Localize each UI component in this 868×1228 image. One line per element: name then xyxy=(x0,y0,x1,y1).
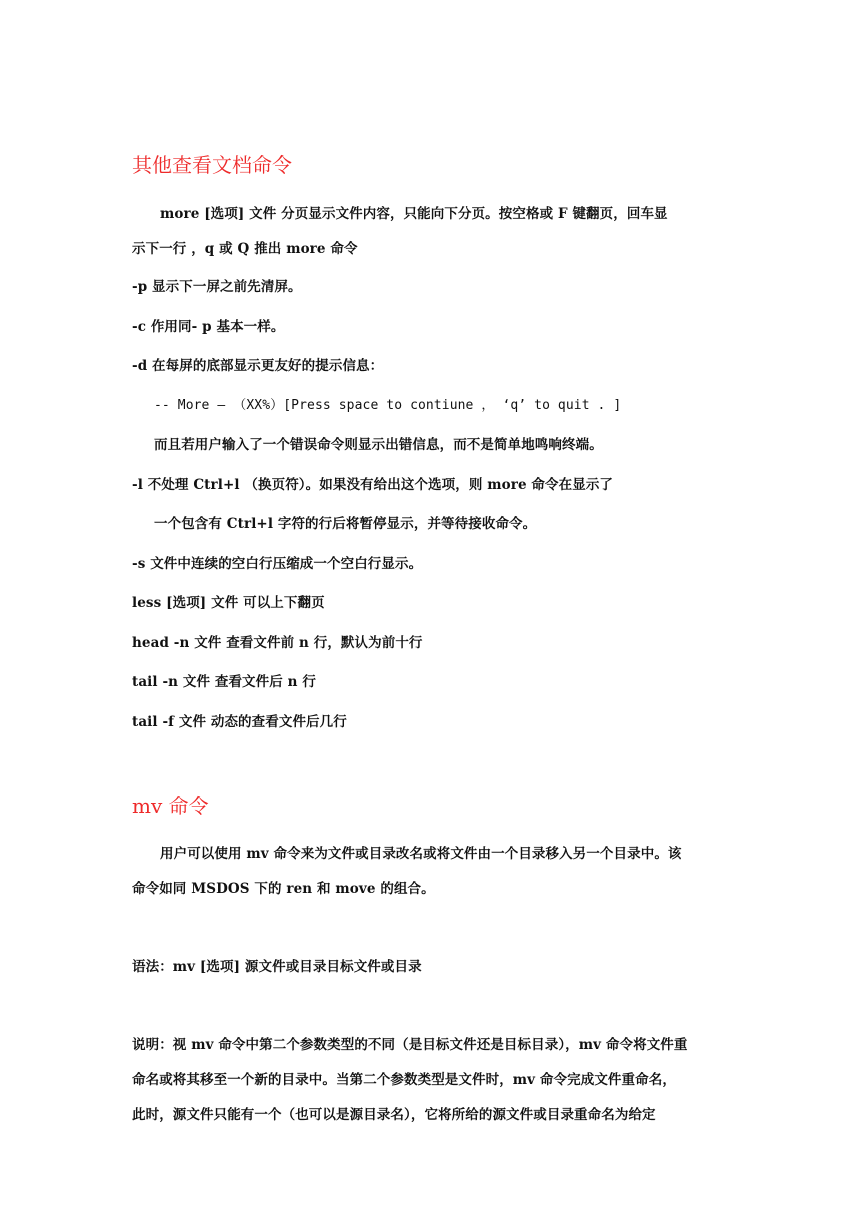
less-command-line: less [选项] 文件 可以上下翻页 xyxy=(132,595,325,611)
mv-syntax-line: 语法：mv [选项] 源文件或目录目标文件或目录 xyxy=(132,959,422,975)
mv-explanation-line-3: 此时，源文件只能有一个（也可以是源目录名），它将所给的源文件或目录重命名为给定 xyxy=(132,1107,656,1123)
option-d-explanation: 而且若用户输入了一个错误命令则显示出错信息，而不是简单地鸣响终端。 xyxy=(154,437,603,453)
tail-n-command-line: tail -n 文件 查看文件后 n 行 xyxy=(132,674,316,690)
option-d-line: -d 在每屏的底部显示更友好的提示信息： xyxy=(132,358,384,374)
option-l-line-cont: 一个包含有 Ctrl+l 字符的行后将暂停显示，并等待接收命令。 xyxy=(154,516,537,532)
tail-f-command-line: tail -f 文件 动态的查看文件后几行 xyxy=(132,714,347,730)
option-l-line: -l 不处理 Ctrl+l （换页符）。如果没有给出这个选项，则 more 命令在显示了 xyxy=(132,477,614,493)
option-c-line: -c 作用同- p 基本一样。 xyxy=(132,319,285,335)
head-command-line: head -n 文件 查看文件前 n 行，默认为前十行 xyxy=(132,635,423,651)
option-s-line: -s 文件中连续的空白行压缩成一个空白行显示。 xyxy=(132,556,423,572)
paragraph-more-description: more [选项] 文件 分页显示文件内容，只能向下分页。按空格或 F 键翻页，回车显 xyxy=(160,206,668,222)
more-prompt-example: -- More — （XX%）[Press space to contiune ， ‘q’ to quit . ] xyxy=(154,398,622,413)
mv-intro-line-cont: 命令如同 MSDOS 下的 ren 和 move 的组合。 xyxy=(132,881,435,897)
mv-intro-line: 用户可以使用 mv 命令来为文件或目录改名或将文件由一个目录移入另一个目录中。该 xyxy=(160,846,682,862)
mv-explanation-line-2: 命名或将其移至一个新的目录中。当第二个参数类型是文件时，mv 命令完成文件重命名， xyxy=(132,1072,676,1088)
section-heading-mv-command: mv 命令 xyxy=(132,794,209,818)
paragraph-more-description-cont: 示下一行 ，q 或 Q 推出 more 命令 xyxy=(132,241,358,257)
mv-explanation-line-1: 说明：视 mv 命令中第二个参数类型的不同（是目标文件还是目标目录），mv 命令将文件重 xyxy=(132,1037,688,1053)
section-heading-other-view-commands: 其他查看文档命令 xyxy=(132,153,292,177)
option-p-line: -p 显示下一屏之前先清屏。 xyxy=(132,279,302,295)
